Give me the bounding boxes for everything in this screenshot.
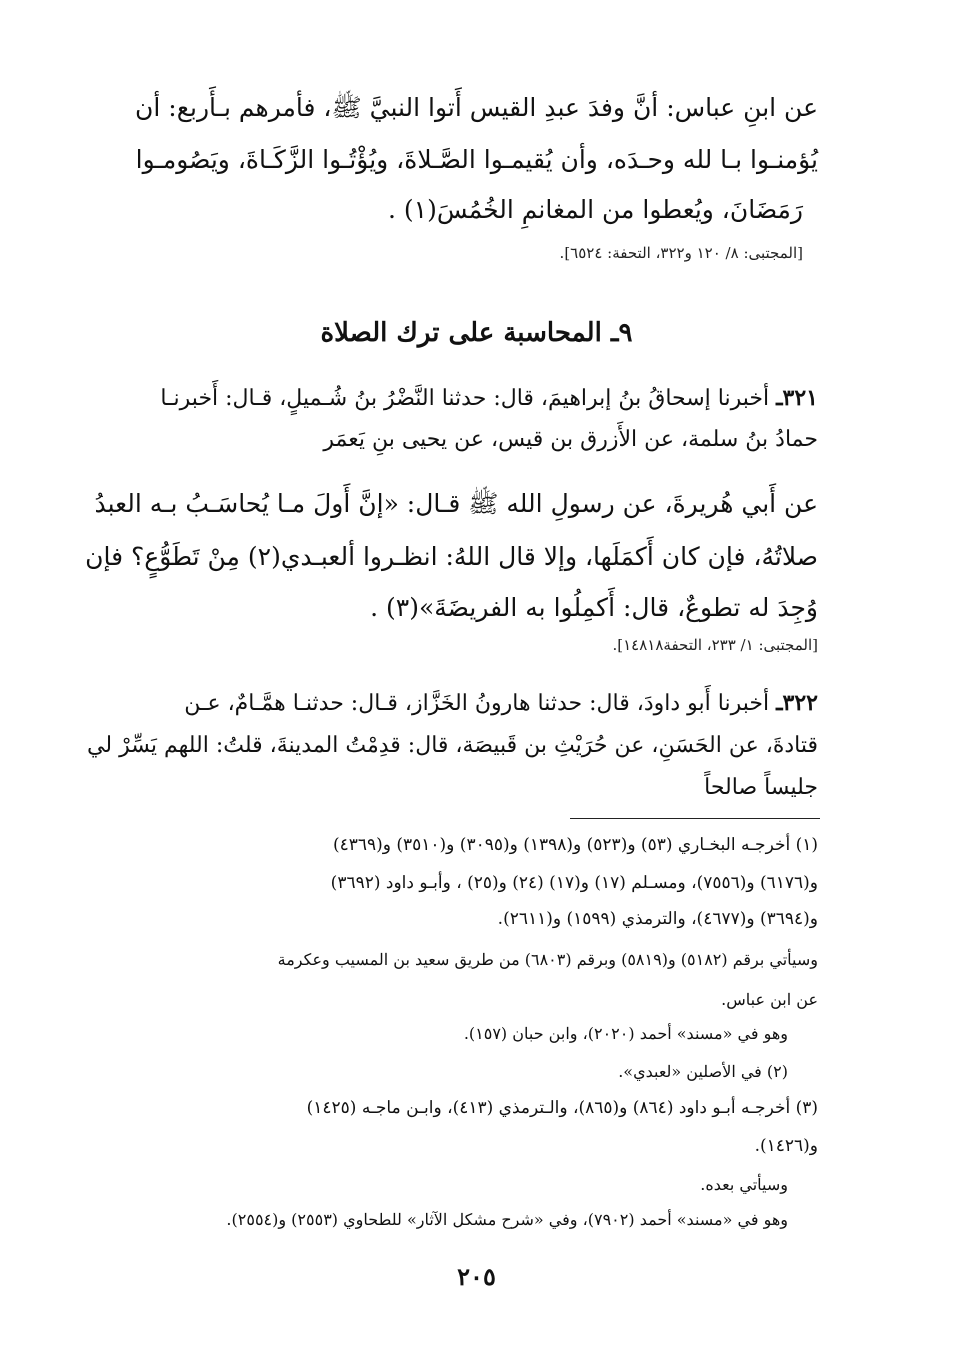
hadith-isnad-line: حمادُ بنُ سلمة، عن الأَزرق بن قيس، عن يحيى بنِ يَعمَر bbox=[323, 427, 818, 452]
reference-note: [المجتبى: ١/ ٢٣٣، التحفة١٤٨١٨]. bbox=[612, 636, 818, 654]
footnote-line: وهو في «مسند» أحمد (٢٠٢٠)، وابن حبان (١٥٧). bbox=[463, 1024, 788, 1043]
hadith-number: ٣٢١ـ bbox=[776, 385, 818, 411]
footnote-line: و(٣٦٩٤) و(٤٦٧٧)، والترمذي (١٥٩٩) و(٢٦١١). bbox=[497, 909, 818, 929]
footnote-line: وسيأتي برقم (٥١٨٢) و(٥٨١٩) وبرقم (٦٨٠٣) من طريق سعيد بن المسيب وعكرمة bbox=[277, 950, 818, 969]
footnote-line: (٢) في الأصلين «لعبدي». bbox=[618, 1062, 788, 1081]
isnad-text: أخبرنا إسحاقُ بنُ إبراهيمَ، قال: حدثنا النَّضْرُ بنُ شُـميلٍ، قـال: أَخبرنـا bbox=[160, 386, 770, 411]
footnote-line: (١) أخرجـه البخـاري (٥٣) و(٥٢٣) و(١٣٩٨) و(٣٠٩٥) و(٣٥١٠) و(٤٣٦٩) bbox=[332, 835, 818, 855]
text-line: يُؤمنـوا بـا لله وحـدَه، وأن يُقيمـوا الصَّـلاةَ، ويُؤْتُـوا الزَّكَـاةَ، ويَصُومـوا bbox=[135, 145, 818, 174]
text-line: عن ابنِ عباس: أنَّ وفدَ عبدِ القيس أَتوا النبيَّ ﷺ، فأمرهم بـأَربع: أن bbox=[135, 93, 818, 122]
footnote-line: وسيأتي بعده. bbox=[700, 1175, 788, 1194]
hadith-line bbox=[135, 690, 818, 716]
page-number: ٢٠٥ bbox=[457, 1262, 496, 1291]
hadith-text: أخبرنا أَبو داودَ، قال: حدثنا هارونُ الخَزَّاز، قـال: حدثنـا همَّـامٌ، عـن bbox=[184, 691, 770, 716]
chapter-title: ٩ـ المحاسبة على ترك الصلاة bbox=[320, 318, 633, 348]
footnote-line: (٣) أخرجـه أبـو داود (٨٦٤) و(٨٦٥)، والـترمذي (٤١٣)، وابـن ماجـه (١٤٢٥) bbox=[306, 1098, 818, 1118]
footnote-divider bbox=[570, 818, 820, 819]
hadith-line: جليساً صالحاً bbox=[704, 775, 818, 800]
hadith-line: قتادةَ، عن الحَسَنِ، عن حُرَيْثِ بن قَبيصَة، قال: قدِمْتُ المدينةَ، قلتُ: اللهم يَسِّرْ لي bbox=[87, 733, 818, 758]
hadith-matn-line: وُجِدَ له تطوعٌ، قال: أَكمِلُوا به الفريضَةَ»(٣) . bbox=[370, 593, 818, 622]
footnote-line: و(١٤٢٦). bbox=[754, 1136, 818, 1156]
hadith-matn-line: عن أَبي هُريرةَ، عن رسولِ الله ﷺ قـال: «إنَّ أَولَ مـا يُحاسَـبُ بـه العبدُ bbox=[94, 489, 818, 518]
footnote-line: عن ابن عباس. bbox=[721, 990, 818, 1009]
hadith-isnad-line bbox=[135, 385, 818, 411]
hadith-number: ٣٢٢ـ bbox=[776, 690, 818, 716]
text-line: رَمَضَانَ، ويُعطوا من المغانمِ الخُمُسَ(١) . bbox=[387, 195, 803, 224]
footnote-line: و(٦١٧٦) و(٧٥٥٦)، ومسـلم (١٧) و(١٧) (٢٤) و(٢٥) ، وأبـو داود (٣٦٩٢) bbox=[330, 873, 818, 893]
hadith-matn-line: صلاتُهُ، فإن كان أَكمَلَها، وإلا قال اللهُ: انظـروا ألعبـدي(٢) مِنْ تَطَوُّعٍ؟ فإن bbox=[85, 542, 818, 571]
reference-note: [المجتبى: ٨/ ١٢٠ و٣٢٢، التحفة: ٦٥٢٤]. bbox=[559, 244, 803, 262]
footnote-line: وهو في «مسند» أحمد (٧٩٠٢)، وفي «شرح مشكل الآثار» للطحاوي (٢٥٥٣) و(٢٥٥٤). bbox=[226, 1210, 788, 1229]
